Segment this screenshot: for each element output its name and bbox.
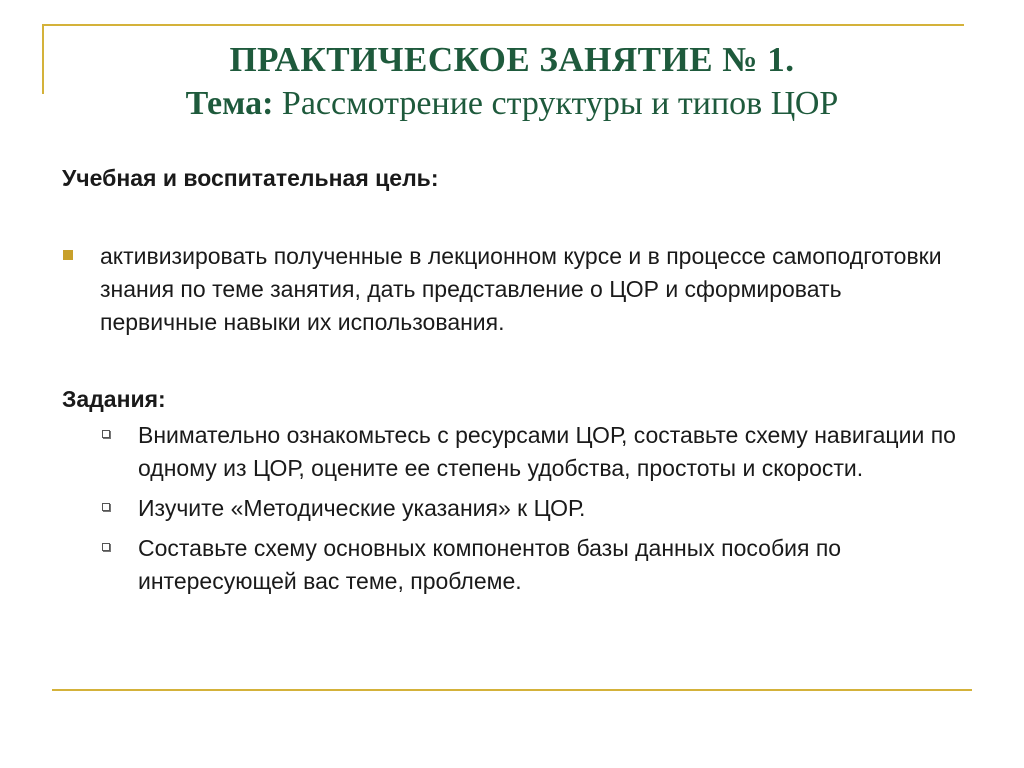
slide-topic [0, 82, 1024, 126]
task-item-text: Внимательно ознакомьтесь с ресурсами ЦОР, составьте схему навигации по одному из ЦОР, оцените ее степень удобства, простоты и скорости. [138, 422, 956, 481]
task-item-text: Изучите «Методические указания» к ЦОР. [138, 495, 586, 521]
checkbox-bullet-icon [102, 543, 110, 551]
topic-text: Рассмотрение структуры и типов ЦОР [281, 85, 839, 122]
task-list [62, 419, 962, 598]
task-item [62, 532, 962, 598]
checkbox-bullet-icon [102, 503, 110, 511]
goal-item-text: активизировать полученные в лекционном курсе и в процессе самоподготовки знания по теме занятия, дать представление о ЦОР и сформировать первичные навыки их использования. [100, 243, 942, 335]
slide-title: ПРАКТИЧЕСКОЕ ЗАНЯТИЕ № 1. [229, 40, 795, 79]
slide-title-block [0, 38, 1024, 126]
top-divider-line [42, 24, 964, 26]
slide-content [62, 162, 962, 605]
tasks-heading: Задания: [62, 386, 166, 412]
task-item-text: Составьте схему основных компонентов базы данных пособия по интересующей вас теме, проблеме. [138, 535, 842, 594]
task-item [62, 492, 962, 525]
goal-heading: Учебная и воспитательная цель: [62, 165, 439, 191]
bottom-divider-line [52, 689, 972, 691]
checkbox-bullet-icon [102, 430, 110, 438]
task-item [62, 419, 962, 485]
topic-label: Тема: [185, 85, 274, 122]
goal-item [62, 240, 962, 339]
square-bullet-icon [63, 250, 73, 260]
